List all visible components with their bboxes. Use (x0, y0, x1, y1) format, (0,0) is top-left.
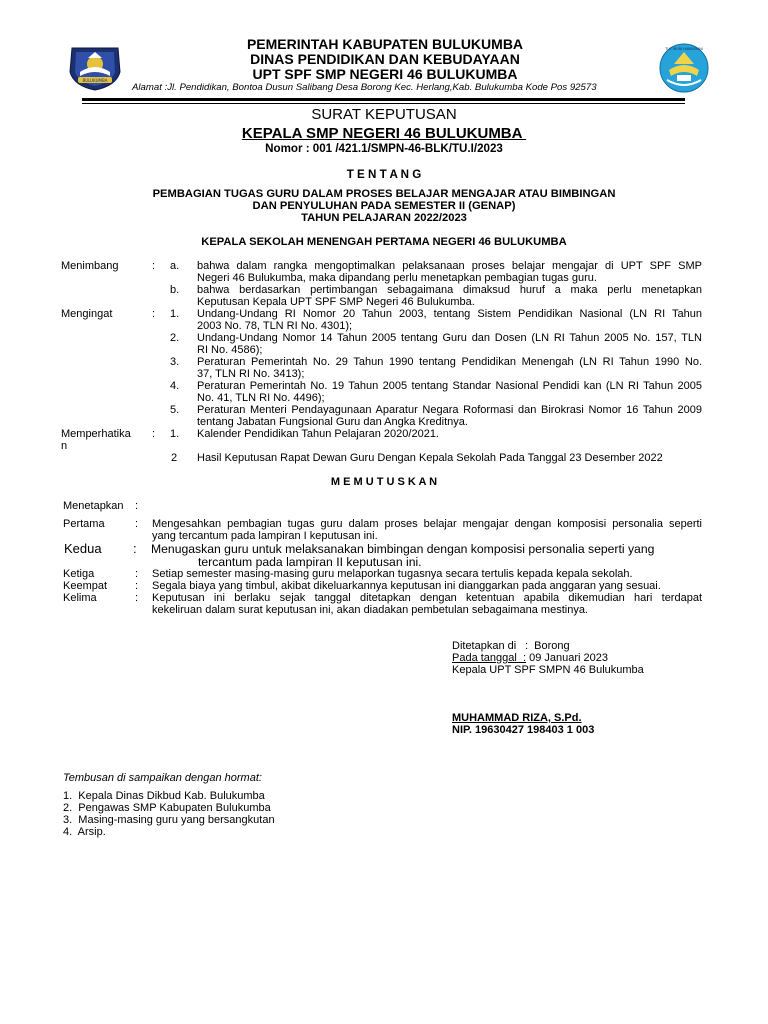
mengingat-5-line2: tentang Jabatan Fungsional Guru dan Angka Kreditnya. (197, 416, 468, 428)
tut-wuri-handayani-logo-icon (657, 42, 711, 94)
memperhatikan-1-text: Kalender Pendidikan Tahun Pelajaran 2020/2021. (197, 428, 439, 440)
kelima-line1: Keputusan ini berlaku sejak tanggal ditetapkan dengan ketentuan apabila dikemudian hari terdapat (152, 592, 702, 604)
header-school: UPT SPF SMP NEGERI 46 BULUKUMBA (252, 66, 518, 82)
header-rule-thin (82, 103, 685, 104)
tanggal-value: 09 Januari 2023 (526, 652, 608, 664)
menimbang-a-line1: bahwa dalam rangka mengoptimalkan pelaksanaan proses belajar mengajar di UPT SPF SMP (197, 260, 702, 272)
document-number: Nomor : 001 /421.1/SMPN-46-BLK/TU.I/2023 (265, 142, 503, 155)
kedua-colon: : (133, 541, 137, 556)
signatory-position: Kepala UPT SPF SMPN 46 Bulukumba (452, 664, 644, 676)
mengingat-3-line2: 37, TLN RI No. 3413); (197, 368, 305, 380)
mengingat-marker-2: 2. (170, 332, 180, 344)
svg-text:BULUKUMBA: BULUKUMBA (82, 78, 108, 83)
ditetapkan-label: Ditetapkan di (452, 640, 517, 652)
pertama-line1: Mengesahkan pembagian tugas guru dalam proses belajar mengajar dengan komposisi personalia seperti (152, 518, 702, 530)
pertama-line2: yang tercantum pada lampiran I keputusan ini. (152, 530, 378, 542)
authority-heading: KEPALA SEKOLAH MENENGAH PERTAMA NEGERI 46 BULUKUMBA (201, 236, 567, 248)
memperhatikan-2-text: Hasil Keputusan Rapat Dewan Guru Dengan Kepala Sekolah Pada Tanggal 23 Desember 2022 (197, 452, 663, 464)
mengingat-marker-3: 3. (170, 356, 180, 368)
ditetapkan-value: : Borong (525, 640, 570, 652)
header-address: Alamat :Jl. Pendidikan, Bontoa Dusun Salibang Desa Borong Kec. Herlang,Kab. Bulukumba Kode Pos 92573 (132, 82, 597, 93)
tembusan-title: Tembusan di sampaikan dengan hormat: (63, 772, 262, 784)
header-department: DINAS PENDIDIKAN DAN KEBUDAYAAN (250, 51, 520, 67)
menimbang-b-line1: bahwa berdasarkan pertimbangan sebagaimana dimaksud huruf a maka perlu menetapkan (197, 284, 702, 296)
pertama-label: Pertama (63, 518, 105, 530)
mengingat-marker-1: 1. (170, 308, 180, 320)
keempat-colon: : (135, 580, 139, 592)
memperhatikan-label-line1: Memperhatika (61, 428, 131, 440)
memperhatikan-marker-1: 1. (170, 428, 180, 440)
menimbang-marker-a: a. (170, 260, 180, 272)
mengingat-4-line2: No. 41, TLN RI No. 4496); (197, 392, 325, 404)
tembusan-item-1: 1. Kepala Dinas Dikbud Kab. Bulukumba (63, 790, 265, 802)
mengingat-colon: : (152, 308, 156, 320)
header-government: PEMERINTAH KABUPATEN BULUKUMBA (246, 36, 524, 52)
menetapkan-colon: : (135, 500, 139, 512)
keempat-text: Segala biaya yang timbul, akibat dikeluarkannya keputusan ini dianggarkan pada anggaran yang sesuai. (152, 580, 661, 592)
pertama-colon: : (135, 518, 139, 530)
mengingat-4-line1: Peraturan Pemerintah No. 19 Tahun 2005 tentang Standar Nasional Pendidi kan (LN RI Tahun 2005 (197, 380, 702, 392)
mengingat-3-line1: Peraturan Pemerintah No. 29 Tahun 1990 tentang Pendidikan Menengah (LN RI Tahun 1990 No. (197, 356, 702, 368)
keempat-label: Keempat (63, 580, 108, 592)
tentang-heading: T E N T A N G (346, 168, 422, 181)
mengingat-5-line1: Peraturan Menteri Pendayagunaan Aparatur Negara Roformasi dan Birokrasi Nomor 16 Tahun 2009 (197, 404, 702, 416)
tembusan-item-4: 4. Arsip. (63, 826, 106, 838)
ketiga-colon: : (135, 568, 139, 580)
memperhatikan-label-line2: n (61, 440, 68, 452)
signatory-name: MUHAMMAD RIZA, S.Pd. (452, 712, 582, 724)
subject-line-3: TAHUN PELAJARAN 2022/2023 (301, 212, 467, 224)
tembusan-item-3: 3. Masing-masing guru yang bersangkutan (63, 814, 275, 826)
mengingat-marker-5: 5. (170, 404, 180, 416)
menetapkan-label: Menetapkan (63, 500, 124, 512)
ketiga-text: Setiap semester masing-masing guru melaporkan tugasnya secara tertulis kepada kepala sekolah. (152, 568, 633, 580)
mengingat-label: Mengingat (61, 308, 113, 320)
svg-text:TUT WURI HANDAYANI: TUT WURI HANDAYANI (665, 47, 703, 51)
mengingat-1-line1: Undang-Undang RI Nomor 20 Tahun 2003, tentang Sistem Pendidikan Nasional (LN RI Tahun (197, 308, 702, 320)
kelima-label: Kelima (63, 592, 97, 604)
mengingat-1-line2: 2003 No. 78, TLN RI No. 4301); (197, 320, 353, 332)
memperhatikan-marker-2: 2 (171, 452, 178, 464)
menimbang-a-line2: Negeri 46 Bulukumba, maka dipandang perlu menetapkan pembagian tugas guru. (197, 272, 597, 284)
kelima-colon: : (135, 592, 139, 604)
menimbang-b-line2: Keputusan Kepala UPT SPF SMP Negeri 46 Bulukumba. (197, 296, 475, 308)
tanggal-label: Pada tanggal : (452, 652, 527, 664)
kedua-label: Kedua (64, 541, 102, 556)
kedua-line1: Menugaskan guru untuk melaksanakan bimbingan dengan komposisi personalia seperti yang (151, 542, 655, 556)
tembusan-item-2: 2. Pengawas SMP Kabupaten Bulukumba (63, 802, 271, 814)
bulukumba-logo-icon (66, 42, 124, 92)
signatory-nip: NIP. 19630427 198403 1 003 (452, 724, 595, 736)
document-issuer: KEPALA SMP NEGERI 46 BULUKUMBA (241, 125, 527, 142)
memperhatikan-colon: : (152, 428, 156, 440)
document-title: SURAT KEPUTUSAN (311, 106, 457, 123)
kelima-line2: kekeliruan dalam surat keputusan ini, akan diadakan pembetulan sebagaimana mestinya. (152, 604, 588, 616)
header-rule-thick (82, 98, 685, 101)
menimbang-marker-b: b. (170, 284, 180, 296)
subject-line-1: PEMBAGIAN TUGAS GURU DALAM PROSES BELAJAR MENGAJAR ATAU BIMBINGAN (152, 188, 616, 200)
mengingat-2-line1: Undang-Undang Nomor 14 Tahun 2005 tentang Guru dan Dosen (LN RI Tahun 2005 No. 157, TLN (197, 332, 702, 344)
ketiga-label: Ketiga (63, 568, 95, 580)
menimbang-colon: : (152, 260, 156, 272)
kedua-line2: tercantum pada lampiran II keputusan ini. (198, 555, 422, 569)
subject-line-2: DAN PENYULUHAN PADA SEMESTER II (GENAP) (252, 200, 516, 212)
memutuskan-heading: M E M U T U S K A N (330, 476, 438, 488)
tanggal-row (452, 652, 608, 664)
mengingat-2-line2: RI No. 4586); (197, 344, 263, 356)
mengingat-marker-4: 4. (170, 380, 180, 392)
menimbang-label: Menimbang (61, 260, 119, 272)
